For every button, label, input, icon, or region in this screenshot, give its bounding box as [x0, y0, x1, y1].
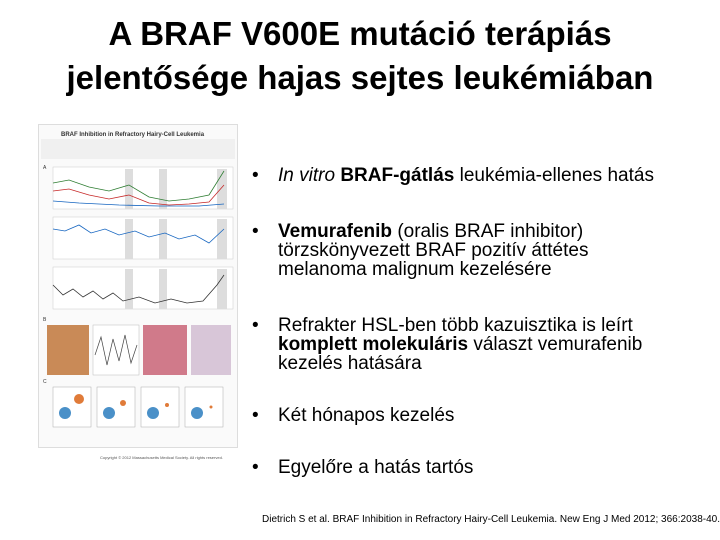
bullet-marker: • [252, 165, 259, 186]
bullet-3-bold: komplett molekuláris [278, 334, 469, 355]
bullet-3-rest: választ vemurafenib [468, 334, 643, 355]
bullet-5-text: Egyelőre a hatás tartós [278, 457, 474, 478]
bullet-2-line-2: törzskönyvezett BRAF pozitív áttétes [278, 240, 589, 261]
slide-title [0, 12, 720, 100]
bullet-2-line-3: melanoma malignum kezelésére [278, 259, 552, 280]
bullet-marker: • [252, 457, 259, 478]
article-figure [38, 124, 238, 448]
figure-heading: BRAF Inhibition in Refractory Hairy-Cell Leukemia [61, 132, 205, 138]
panel-b-label: B [43, 317, 47, 323]
bullet-marker: • [252, 221, 259, 242]
title-line-2: jelentősége hajas sejtes leukémiában [66, 59, 654, 96]
bullet-marker: • [252, 405, 259, 426]
bullet-3-line-3: kezelés hatására [278, 353, 422, 374]
citation: Dietrich S et al. BRAF Inhibition in Refractory Hairy-Cell Leukemia. New Eng J Med 2012; 366:2038-40. [262, 514, 720, 525]
bullet-3-line-1: Refrakter HSL-ben több kazuisztika is leírt [278, 315, 633, 336]
bullet-1-bold: BRAF-gátlás [340, 165, 455, 186]
panel-a-label: A [43, 165, 47, 171]
bullet-4-text: Két hónapos kezelés [278, 405, 455, 426]
figure-graphic [39, 125, 237, 447]
bullet-1-rest: leukémia-ellenes hatás [454, 165, 654, 186]
bullet-1-italic: In vitro [278, 165, 341, 186]
bullet-marker: • [252, 315, 259, 336]
figure-footer: Copyright © 2012 Massachusetts Medical Society. All rights reserved. [100, 455, 223, 460]
panel-c-label: C [43, 379, 47, 385]
bullet-2-rest: (oralis BRAF inhibitor) [392, 221, 584, 242]
title-line-1: A BRAF V600E mutáció terápiás [108, 15, 612, 52]
bullet-2-bold: Vemurafenib [278, 221, 393, 242]
